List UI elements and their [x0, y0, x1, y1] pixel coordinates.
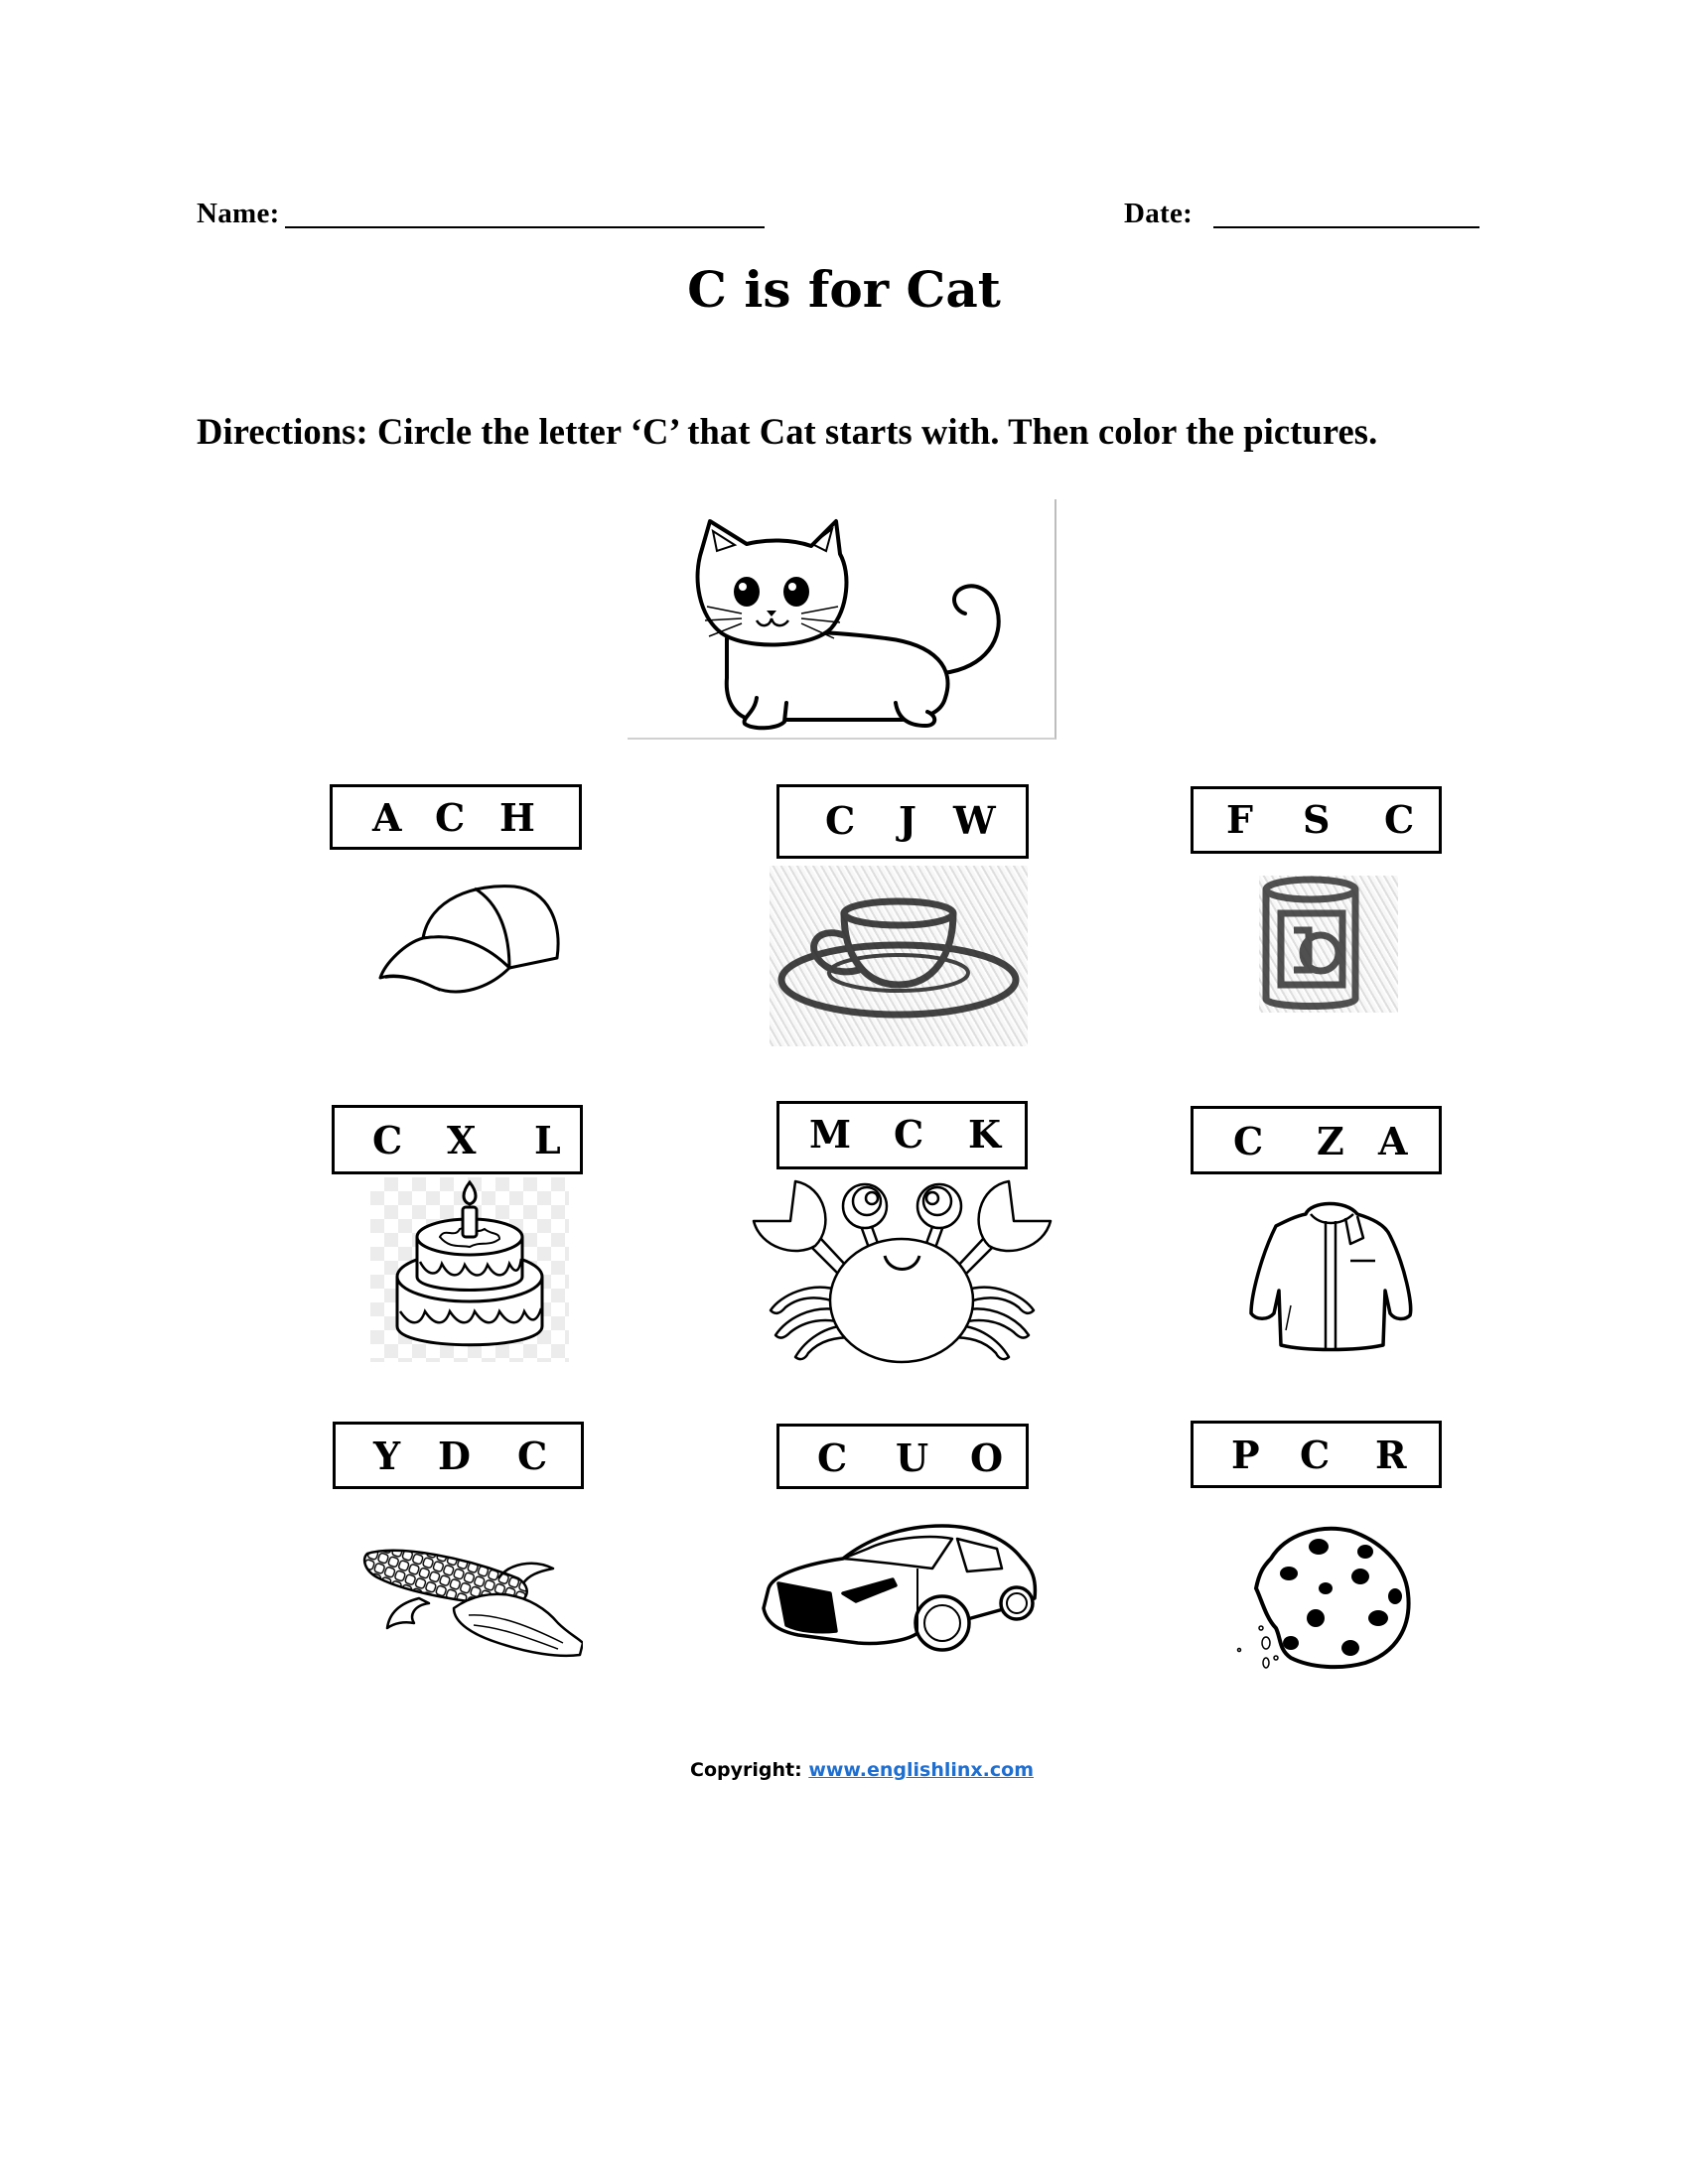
copyright: [690, 1759, 1034, 1781]
letter-box-crab: [776, 1101, 1028, 1169]
letter-box-corn: [333, 1422, 584, 1489]
name-label: Name:: [197, 198, 280, 229]
cookie-picture: [1231, 1519, 1415, 1673]
letter-option[interactable]: S: [1303, 797, 1331, 842]
date-field[interactable]: [1213, 226, 1479, 228]
letter-option[interactable]: O: [970, 1435, 1004, 1480]
cup-picture: [770, 866, 1028, 1046]
letter-box-cup: [776, 784, 1029, 859]
cake-icon: [370, 1177, 569, 1362]
date-label: Date:: [1124, 198, 1194, 229]
crab-icon: [751, 1176, 1054, 1365]
letter-option[interactable]: Y: [373, 1433, 401, 1478]
letter-option[interactable]: K: [968, 1112, 1002, 1157]
page-title: C is for Cat: [687, 260, 1001, 319]
cap-picture: [375, 879, 564, 998]
letter-option[interactable]: H: [499, 795, 535, 840]
letter-option[interactable]: X: [447, 1118, 477, 1162]
cap-icon: [375, 879, 564, 998]
letter-option[interactable]: C: [435, 795, 466, 840]
copyright-label: Copyright:: [690, 1759, 802, 1781]
cat-icon: [628, 499, 1055, 738]
letter-box-cake: [332, 1105, 583, 1174]
cat-picture-frame: [628, 499, 1056, 740]
name-field[interactable]: [285, 226, 765, 228]
letter-option[interactable]: C: [1300, 1433, 1331, 1477]
coat-icon: [1246, 1196, 1415, 1353]
directions-text: Directions: Circle the letter ‘C’ that Cat starts with. Then color the pictures.: [197, 411, 1378, 452]
letter-box-cap: [330, 784, 582, 850]
letter-option[interactable]: C: [1384, 797, 1415, 842]
letter-box-car: [776, 1424, 1029, 1489]
car-picture: [759, 1514, 1040, 1655]
letter-option[interactable]: R: [1375, 1433, 1407, 1477]
letter-box-cookie: [1191, 1421, 1442, 1488]
letter-option[interactable]: C: [825, 798, 856, 843]
letter-option[interactable]: P: [1231, 1433, 1260, 1477]
coat-picture: [1246, 1196, 1415, 1353]
crab-picture: [751, 1176, 1054, 1365]
letter-option[interactable]: C: [894, 1112, 924, 1157]
letter-option[interactable]: C: [372, 1118, 403, 1162]
letter-option[interactable]: W: [953, 798, 996, 843]
letter-option[interactable]: U: [896, 1435, 929, 1480]
website-link[interactable]: www.englishlinx.com: [808, 1759, 1034, 1781]
can-icon: [1259, 876, 1398, 1013]
letter-option[interactable]: D: [438, 1433, 471, 1478]
letter-option[interactable]: A: [372, 795, 402, 840]
letter-option[interactable]: C: [1233, 1119, 1264, 1163]
cookie-icon: [1231, 1519, 1415, 1673]
letter-option[interactable]: F: [1226, 797, 1253, 842]
cake-picture: [370, 1177, 569, 1362]
letter-option[interactable]: J: [899, 798, 916, 843]
letter-option[interactable]: M: [809, 1112, 852, 1157]
letter-option[interactable]: C: [517, 1433, 548, 1478]
can-picture: [1259, 876, 1398, 1013]
cup-icon: [770, 866, 1028, 1046]
corn-icon: [359, 1544, 583, 1661]
letter-option[interactable]: L: [534, 1118, 561, 1162]
letter-box-coat: [1191, 1106, 1442, 1174]
letter-box-can: [1191, 786, 1442, 854]
letter-option[interactable]: C: [817, 1435, 848, 1480]
letter-option[interactable]: A: [1378, 1119, 1408, 1163]
car-icon: [759, 1514, 1040, 1655]
corn-picture: [359, 1544, 583, 1661]
letter-option[interactable]: Z: [1317, 1119, 1344, 1163]
